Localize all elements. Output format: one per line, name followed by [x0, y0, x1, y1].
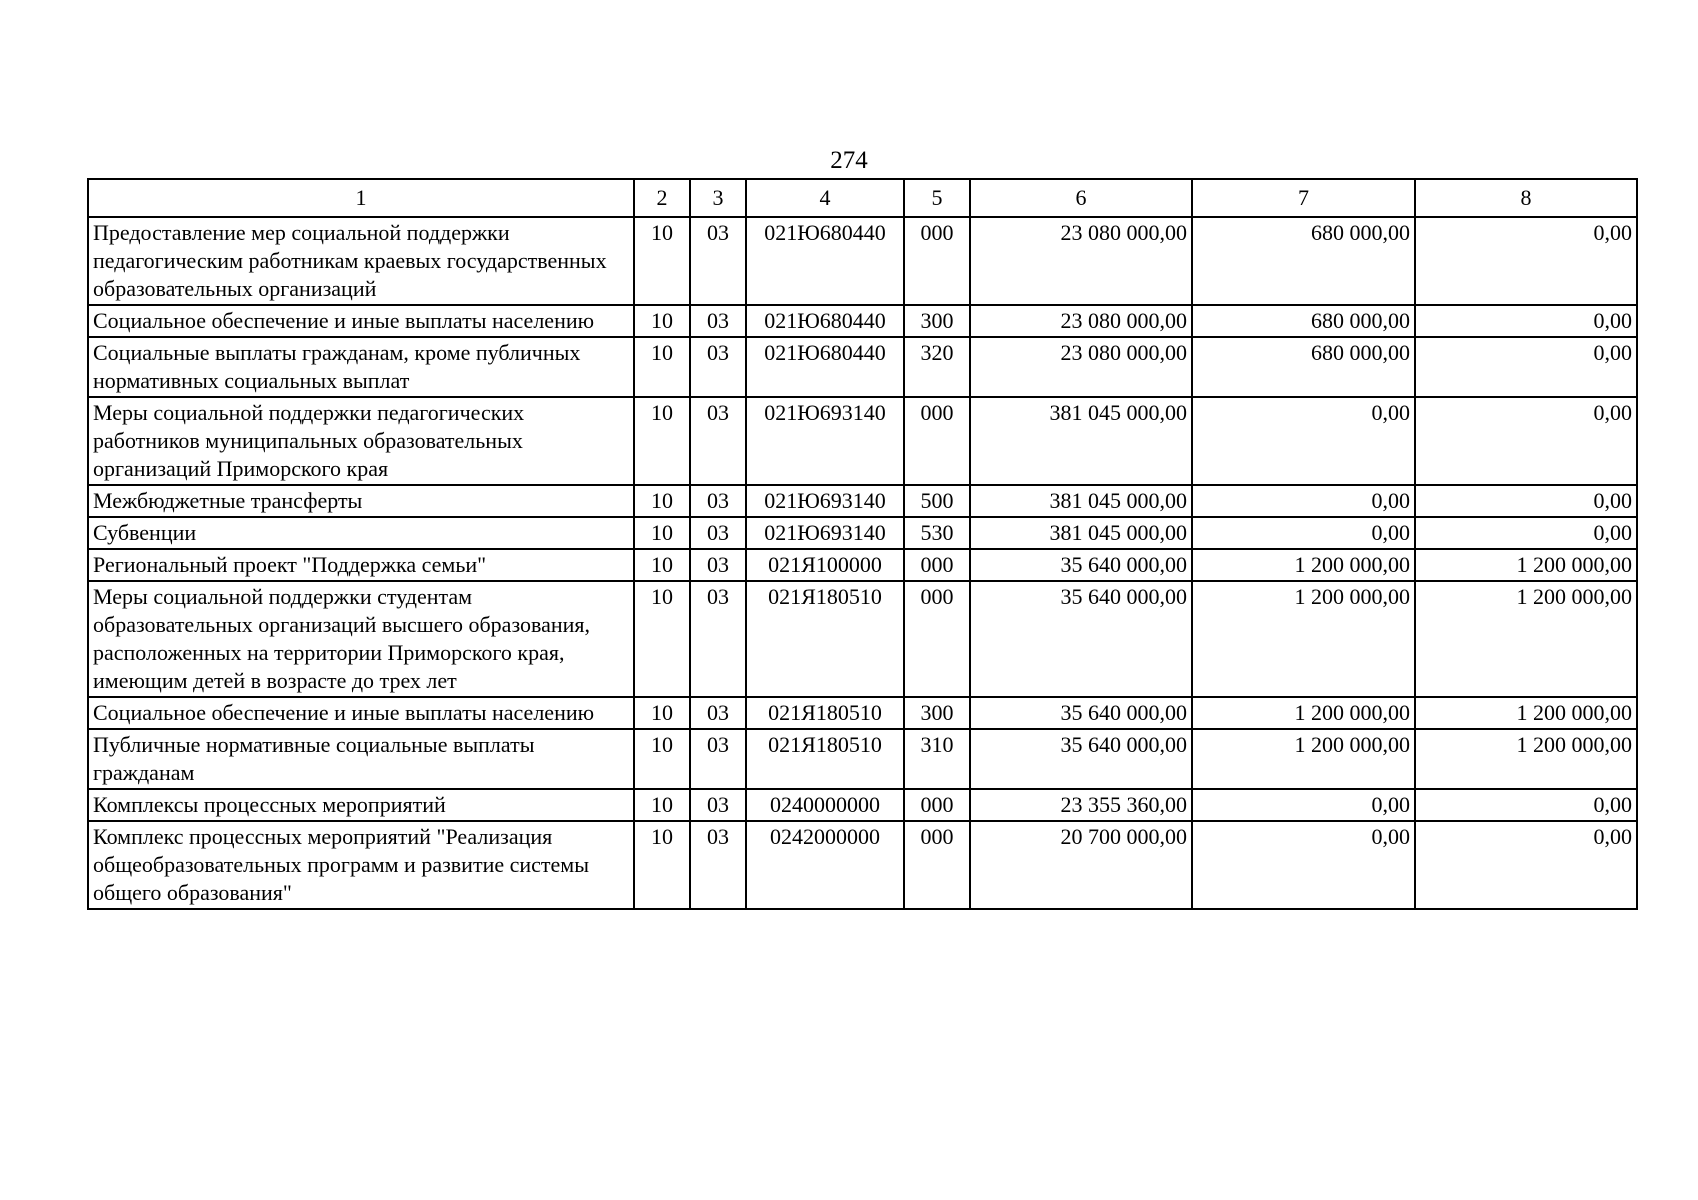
row-subsection: 03	[690, 697, 746, 729]
row-amount-8: 0,00	[1415, 217, 1637, 305]
row-subsection: 03	[690, 337, 746, 397]
row-section: 10	[634, 217, 690, 305]
column-header: 3	[690, 179, 746, 217]
table-row	[88, 305, 1637, 337]
row-expense-type: 300	[904, 305, 970, 337]
table-row	[88, 729, 1637, 789]
row-amount-7: 1 200 000,00	[1192, 581, 1415, 697]
row-subsection: 03	[690, 549, 746, 581]
row-amount-6: 35 640 000,00	[970, 549, 1192, 581]
row-amount-7: 0,00	[1192, 517, 1415, 549]
column-header: 4	[746, 179, 904, 217]
row-expense-type: 000	[904, 397, 970, 485]
row-amount-6: 381 045 000,00	[970, 397, 1192, 485]
row-target-code: 021Я100000	[746, 549, 904, 581]
table-row	[88, 789, 1637, 821]
row-amount-6: 381 045 000,00	[970, 517, 1192, 549]
row-amount-6: 35 640 000,00	[970, 581, 1192, 697]
row-name: Предоставление мер социальной поддержки педагогическим работникам краевых государственных образовательных организаций	[88, 217, 634, 305]
row-subsection: 03	[690, 581, 746, 697]
row-target-code: 021Я180510	[746, 697, 904, 729]
row-section: 10	[634, 305, 690, 337]
row-expense-type: 310	[904, 729, 970, 789]
row-expense-type: 530	[904, 517, 970, 549]
table-row	[88, 821, 1637, 909]
row-section: 10	[634, 729, 690, 789]
row-target-code: 021Ю680440	[746, 305, 904, 337]
row-section: 10	[634, 789, 690, 821]
row-amount-8: 0,00	[1415, 485, 1637, 517]
row-amount-7: 0,00	[1192, 821, 1415, 909]
row-amount-8: 0,00	[1415, 397, 1637, 485]
row-target-code: 021Я180510	[746, 581, 904, 697]
row-subsection: 03	[690, 729, 746, 789]
row-subsection: 03	[690, 789, 746, 821]
row-section: 10	[634, 517, 690, 549]
row-amount-6: 23 080 000,00	[970, 305, 1192, 337]
row-section: 10	[634, 821, 690, 909]
row-amount-6: 20 700 000,00	[970, 821, 1192, 909]
row-section: 10	[634, 581, 690, 697]
row-name: Субвенции	[88, 517, 634, 549]
row-amount-6: 381 045 000,00	[970, 485, 1192, 517]
table-row	[88, 697, 1637, 729]
table-row	[88, 517, 1637, 549]
row-name: Комплексы процессных мероприятий	[88, 789, 634, 821]
row-amount-7: 0,00	[1192, 789, 1415, 821]
row-name: Межбюджетные трансферты	[88, 485, 634, 517]
row-subsection: 03	[690, 305, 746, 337]
row-section: 10	[634, 697, 690, 729]
row-amount-8: 0,00	[1415, 789, 1637, 821]
row-amount-6: 35 640 000,00	[970, 697, 1192, 729]
row-target-code: 0242000000	[746, 821, 904, 909]
table-row	[88, 581, 1637, 697]
row-name: Комплекс процессных мероприятий "Реализация общеобразовательных программ и развитие системы общего образования"	[88, 821, 634, 909]
row-name: Социальное обеспечение и иные выплаты населению	[88, 305, 634, 337]
row-section: 10	[634, 549, 690, 581]
row-amount-6: 23 080 000,00	[970, 217, 1192, 305]
row-subsection: 03	[690, 217, 746, 305]
row-target-code: 021Ю693140	[746, 485, 904, 517]
row-subsection: 03	[690, 517, 746, 549]
row-amount-8: 0,00	[1415, 305, 1637, 337]
row-amount-6: 23 355 360,00	[970, 789, 1192, 821]
row-target-code: 021Ю693140	[746, 517, 904, 549]
row-amount-7: 680 000,00	[1192, 305, 1415, 337]
row-amount-7: 680 000,00	[1192, 337, 1415, 397]
row-target-code: 021Ю693140	[746, 397, 904, 485]
row-name: Социальные выплаты гражданам, кроме публичных нормативных социальных выплат	[88, 337, 634, 397]
header-row	[88, 179, 1637, 217]
row-amount-7: 1 200 000,00	[1192, 697, 1415, 729]
row-amount-7: 1 200 000,00	[1192, 729, 1415, 789]
row-section: 10	[634, 397, 690, 485]
table-row	[88, 217, 1637, 305]
row-section: 10	[634, 337, 690, 397]
row-subsection: 03	[690, 397, 746, 485]
row-amount-8: 1 200 000,00	[1415, 729, 1637, 789]
row-amount-7: 0,00	[1192, 485, 1415, 517]
row-name: Меры социальной поддержки педагогических работников муниципальных образовательных организаций Приморского края	[88, 397, 634, 485]
row-target-code: 021Ю680440	[746, 337, 904, 397]
row-expense-type: 500	[904, 485, 970, 517]
row-target-code: 0240000000	[746, 789, 904, 821]
row-expense-type: 000	[904, 789, 970, 821]
row-target-code: 021Я180510	[746, 729, 904, 789]
row-name: Региональный проект "Поддержка семьи"	[88, 549, 634, 581]
row-name: Социальное обеспечение и иные выплаты населению	[88, 697, 634, 729]
row-amount-7: 1 200 000,00	[1192, 549, 1415, 581]
row-expense-type: 000	[904, 549, 970, 581]
row-name: Публичные нормативные социальные выплаты гражданам	[88, 729, 634, 789]
row-expense-type: 000	[904, 581, 970, 697]
row-expense-type: 000	[904, 217, 970, 305]
row-subsection: 03	[690, 821, 746, 909]
column-header: 8	[1415, 179, 1637, 217]
row-amount-8: 0,00	[1415, 517, 1637, 549]
row-amount-8: 0,00	[1415, 337, 1637, 397]
row-target-code: 021Ю680440	[746, 217, 904, 305]
table-row	[88, 397, 1637, 485]
column-header: 2	[634, 179, 690, 217]
row-amount-8: 1 200 000,00	[1415, 697, 1637, 729]
row-amount-6: 23 080 000,00	[970, 337, 1192, 397]
column-header: 1	[88, 179, 634, 217]
column-header: 7	[1192, 179, 1415, 217]
row-amount-8: 0,00	[1415, 821, 1637, 909]
row-amount-8: 1 200 000,00	[1415, 549, 1637, 581]
row-expense-type: 000	[904, 821, 970, 909]
page-number: 274	[830, 147, 868, 174]
row-expense-type: 300	[904, 697, 970, 729]
row-amount-7: 0,00	[1192, 397, 1415, 485]
row-amount-7: 680 000,00	[1192, 217, 1415, 305]
row-name: Меры социальной поддержки студентам образовательных организаций высшего образования, расположенных на территории Приморского края, имеющим детей в возрасте до трех лет	[88, 581, 634, 697]
row-subsection: 03	[690, 485, 746, 517]
budget-table	[87, 178, 1638, 910]
row-amount-6: 35 640 000,00	[970, 729, 1192, 789]
table-row	[88, 337, 1637, 397]
column-header: 6	[970, 179, 1192, 217]
table-row	[88, 549, 1637, 581]
row-expense-type: 320	[904, 337, 970, 397]
row-amount-8: 1 200 000,00	[1415, 581, 1637, 697]
row-section: 10	[634, 485, 690, 517]
column-header: 5	[904, 179, 970, 217]
table-row	[88, 485, 1637, 517]
